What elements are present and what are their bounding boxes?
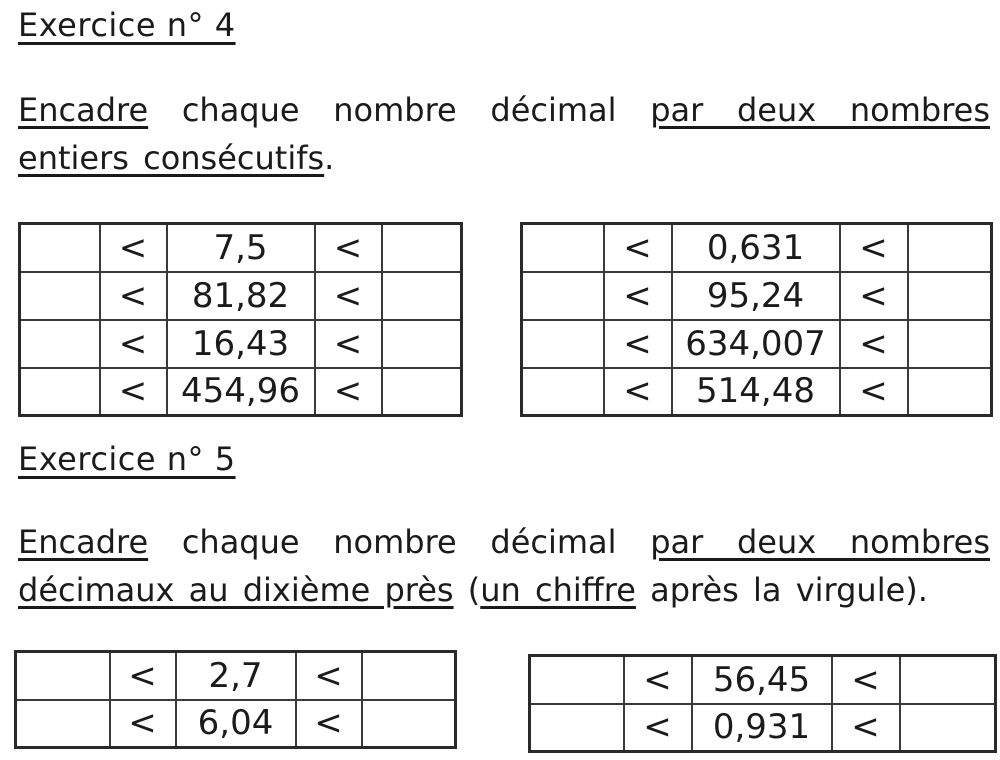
lower-bound-cell[interactable] (522, 224, 604, 272)
less-than-symbol: < (832, 656, 900, 704)
table-row (522, 224, 992, 272)
instruction-text: ( (453, 571, 481, 609)
lower-bound-cell[interactable] (20, 272, 100, 320)
less-than-symbol: < (315, 224, 382, 272)
table-row (16, 652, 456, 700)
decimal-number: 2,7 (176, 652, 296, 700)
less-than-symbol: < (315, 368, 382, 416)
table-row (20, 368, 462, 416)
less-than-symbol: < (100, 224, 167, 272)
less-than-symbol: < (604, 320, 672, 368)
upper-bound-cell[interactable] (908, 320, 992, 368)
lower-bound-cell[interactable] (530, 704, 624, 752)
less-than-symbol: < (315, 272, 382, 320)
upper-bound-cell[interactable] (362, 652, 456, 700)
lower-bound-cell[interactable] (522, 368, 604, 416)
upper-bound-cell[interactable] (908, 224, 992, 272)
table-row (20, 224, 462, 272)
upper-bound-cell[interactable] (900, 656, 996, 704)
less-than-symbol: < (624, 656, 692, 704)
exercise-4-right-table (520, 222, 993, 417)
less-than-symbol: < (296, 700, 362, 748)
decimal-number: 0,931 (692, 704, 832, 752)
decimal-number: 16,43 (167, 320, 315, 368)
less-than-symbol: < (100, 272, 167, 320)
instruction-emphasis: par deux nombres entiers consécutifs (18, 91, 990, 177)
exercise-5-left-table (14, 650, 457, 749)
less-than-symbol: < (100, 368, 167, 416)
exercise-5-instruction (18, 518, 990, 614)
exercise-4-instruction (18, 86, 990, 182)
decimal-number: 95,24 (672, 272, 840, 320)
exercise-5-title: Exercice n° 5 (18, 440, 236, 478)
instruction-text: après la virgule). (635, 571, 928, 609)
exercise-5-right-table (528, 654, 997, 753)
instruction-verb: Encadre (18, 523, 149, 561)
less-than-symbol: < (100, 320, 167, 368)
less-than-symbol: < (624, 704, 692, 752)
upper-bound-cell[interactable] (908, 368, 992, 416)
decimal-number: 7,5 (167, 224, 315, 272)
less-than-symbol: < (840, 320, 908, 368)
lower-bound-cell[interactable] (16, 700, 110, 748)
lower-bound-cell[interactable] (16, 652, 110, 700)
decimal-number: 81,82 (167, 272, 315, 320)
upper-bound-cell[interactable] (900, 704, 996, 752)
instruction-text: chaque nombre décimal (148, 91, 651, 129)
less-than-symbol: < (832, 704, 900, 752)
lower-bound-cell[interactable] (530, 656, 624, 704)
table-row (16, 700, 456, 748)
instruction-text: chaque nombre décimal (148, 523, 651, 561)
less-than-symbol: < (840, 368, 908, 416)
table-row (20, 320, 462, 368)
instruction-emphasis: un chiffre (480, 571, 636, 609)
less-than-symbol: < (604, 368, 672, 416)
less-than-symbol: < (840, 272, 908, 320)
table-row (522, 368, 992, 416)
upper-bound-cell[interactable] (382, 272, 462, 320)
less-than-symbol: < (604, 224, 672, 272)
less-than-symbol: < (110, 652, 176, 700)
less-than-symbol: < (315, 320, 382, 368)
upper-bound-cell[interactable] (908, 272, 992, 320)
instruction-period: . (324, 139, 335, 177)
less-than-symbol: < (840, 224, 908, 272)
less-than-symbol: < (296, 652, 362, 700)
decimal-number: 0,631 (672, 224, 840, 272)
exercise-4-title: Exercice n° 4 (18, 6, 236, 44)
decimal-number: 514,48 (672, 368, 840, 416)
upper-bound-cell[interactable] (382, 368, 462, 416)
table-row (530, 704, 996, 752)
exercise-4-left-table (18, 222, 463, 417)
lower-bound-cell[interactable] (20, 368, 100, 416)
lower-bound-cell[interactable] (20, 320, 100, 368)
decimal-number: 634,007 (672, 320, 840, 368)
decimal-number: 6,04 (176, 700, 296, 748)
table-row (522, 272, 992, 320)
lower-bound-cell[interactable] (20, 224, 100, 272)
upper-bound-cell[interactable] (382, 224, 462, 272)
upper-bound-cell[interactable] (362, 700, 456, 748)
lower-bound-cell[interactable] (522, 272, 604, 320)
table-row (20, 272, 462, 320)
instruction-emphasis: par deux nombres décimaux au dixième près (18, 523, 990, 609)
upper-bound-cell[interactable] (382, 320, 462, 368)
less-than-symbol: < (110, 700, 176, 748)
less-than-symbol: < (604, 272, 672, 320)
instruction-verb: Encadre (18, 91, 149, 129)
decimal-number: 56,45 (692, 656, 832, 704)
lower-bound-cell[interactable] (522, 320, 604, 368)
table-row (522, 320, 992, 368)
decimal-number: 454,96 (167, 368, 315, 416)
table-row (530, 656, 996, 704)
